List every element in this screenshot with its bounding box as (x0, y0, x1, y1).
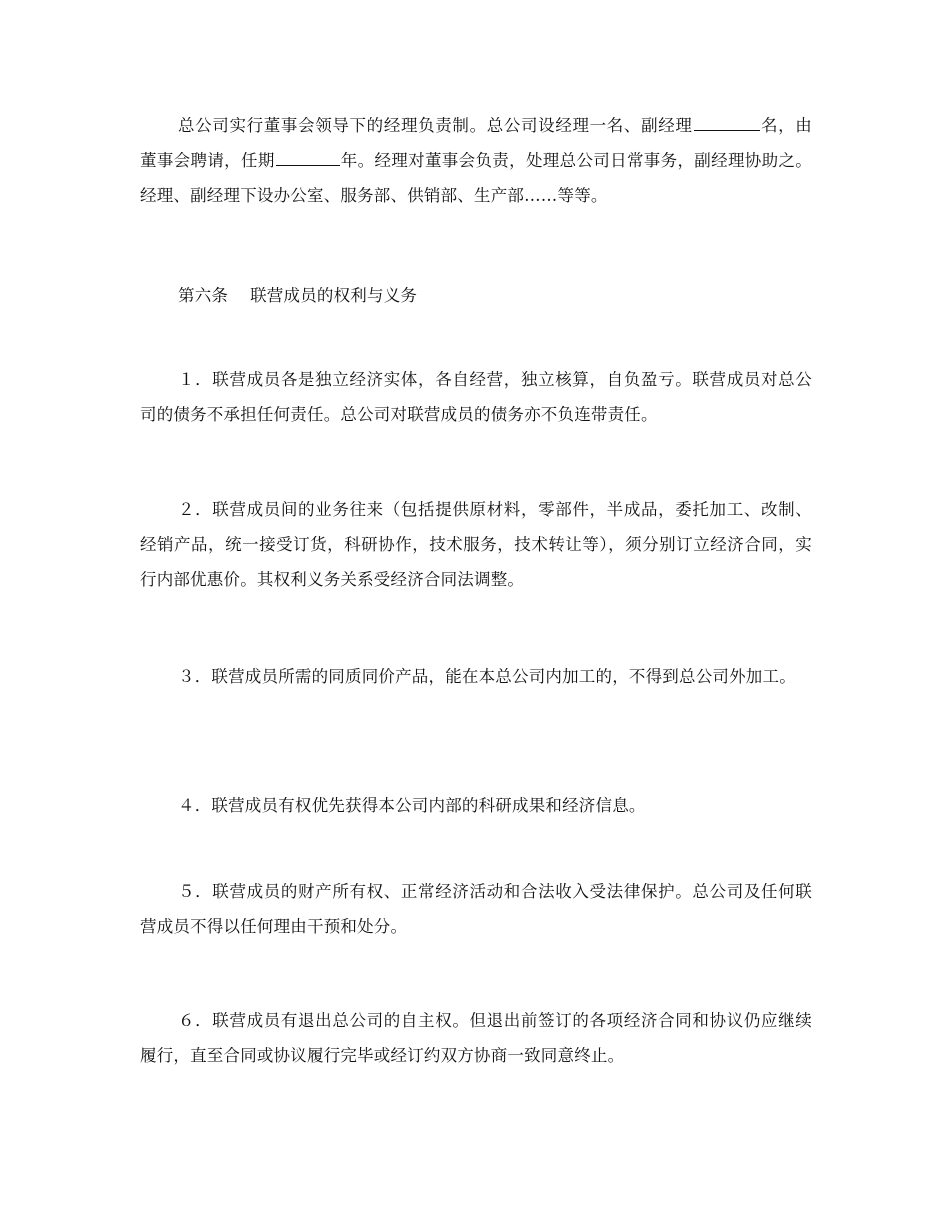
blank-deputy-count (694, 115, 760, 131)
article-6-number: 第六条 (178, 286, 229, 305)
article-6-heading (178, 278, 417, 313)
management-text-3: 年。经理对董事会负责，处理总公司日常事务，副经理协助之。经理、副经理下设办公室、服务部、供销部、生产部……等等。 (140, 151, 812, 205)
paragraph-management (140, 108, 812, 213)
item-5-paragraph: ５．联营成员的财产所有权、正常经济活动和合法收入受法律保护。总公司及任何联营成员不得以任何理由干预和处分。 (140, 882, 812, 936)
item-1-paragraph: １．联营成员各是独立经济实体，各自经营，独立核算，自负盈亏。联营成员对总公司的债务不承担任何责任。总公司对联营成员的债务亦不负连带责任。 (140, 370, 812, 424)
management-text-1: 总公司实行董事会领导下的经理负责制。总公司设经理一名、副经理 (178, 116, 693, 135)
blank-term-years (276, 150, 340, 166)
item-3-paragraph: ３．联营成员所需的同质同价产品，能在本总公司内加工的，不得到总公司外加工。 (178, 667, 796, 686)
item-2-paragraph: ２．联营成员间的业务往来（包括提供原材料，零部件，半成品，委托加工、改制、经销产品，统一接受订货，科研协作，技术服务，技术转让等），须分别订立经济合同，实行内部优惠价。其权利义务关系受经济合同法调整。 (140, 500, 812, 589)
item-4-paragraph: ４．联营成员有权优先获得本公司内部的科研成果和经济信息。 (178, 796, 646, 815)
article-6-title: 联营成员的权利与义务 (250, 286, 418, 305)
item-6-paragraph: ６．联营成员有退出总公司的自主权。但退出前签订的各项经济合同和协议仍应继续履行，直至合同或协议履行完毕或经订约双方协商一致同意终止。 (140, 1011, 812, 1065)
management-text-2: 名，由董事会聘请，任期 (140, 116, 813, 170)
